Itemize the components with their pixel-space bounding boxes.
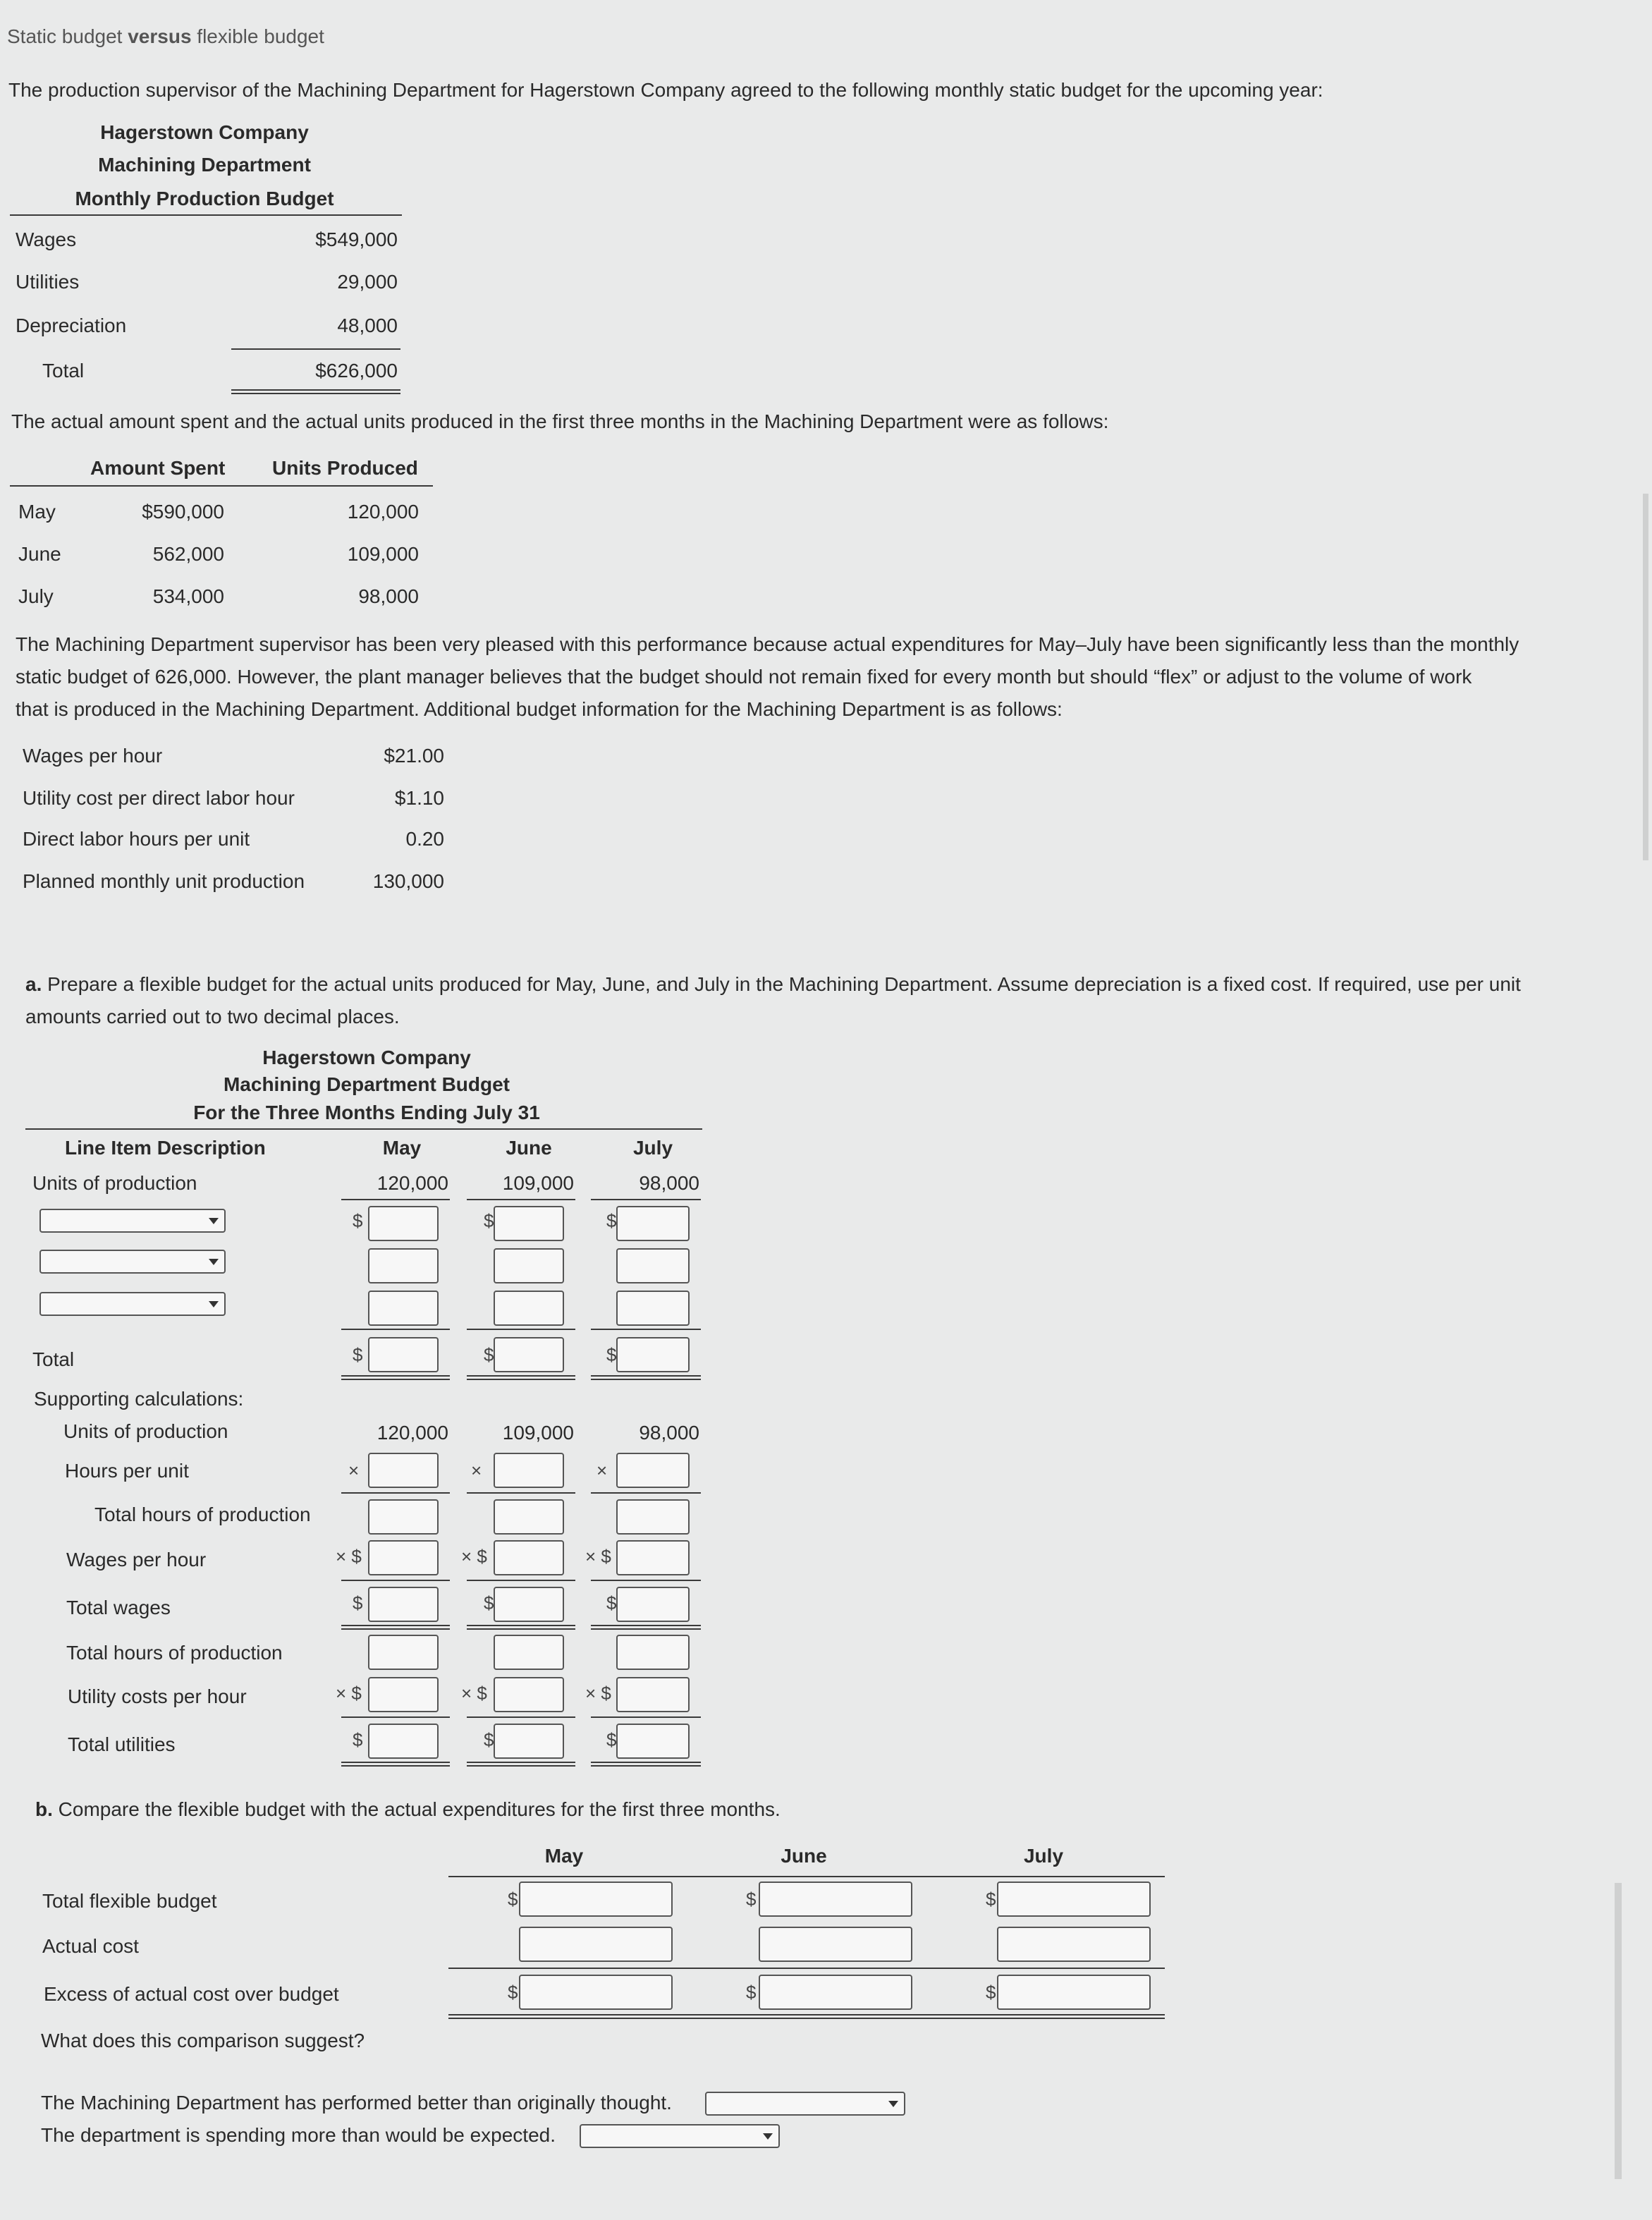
line-item-select-3[interactable] — [39, 1292, 226, 1316]
statement-2-select[interactable] — [580, 2124, 780, 2148]
b-may-excess-input[interactable] — [519, 1975, 673, 2010]
times-symbol: × — [348, 1460, 360, 1481]
times-dollar-symbol: × $ — [585, 1546, 611, 1567]
part-a-line: amounts carried out to two decimal places. — [25, 1006, 400, 1027]
paragraph-line: The Machining Department supervisor has been very pleased with this performance because actual expenditures for May–July have been significantly less than the monthly — [16, 633, 1519, 655]
flex-company: Hagerstown Company — [262, 1047, 471, 1068]
times-dollar-symbol: × $ — [461, 1546, 487, 1567]
b-col-june: June — [781, 1845, 827, 1867]
actual-units: 109,000 — [347, 543, 419, 565]
june-total-hours-input[interactable] — [494, 1499, 564, 1535]
scrollbar[interactable] — [1615, 1883, 1622, 2179]
currency-symbol: $ — [484, 1729, 494, 1750]
statement-2: The department is spending more than would be expected. — [41, 2124, 556, 2146]
comparison-question: What does this comparison suggest? — [41, 2030, 365, 2051]
july-total-utilities-input[interactable] — [616, 1724, 690, 1759]
june-total-input[interactable] — [494, 1337, 564, 1372]
may-total-utilities-input[interactable] — [368, 1724, 439, 1759]
static-row-label: Wages — [16, 228, 77, 250]
may-wages-per-hour-input[interactable] — [368, 1540, 439, 1575]
may-line-3-input[interactable] — [368, 1291, 439, 1326]
july-hours-per-unit-input[interactable] — [616, 1453, 690, 1488]
b-col-may: May — [544, 1845, 584, 1867]
actual-month: May — [18, 501, 56, 523]
currency-symbol: $ — [508, 1982, 518, 2003]
b-row-label: Actual cost — [42, 1935, 139, 1957]
static-row-value: 29,000 — [337, 271, 398, 293]
units-label: Units of production — [32, 1172, 197, 1194]
units-july: 98,000 — [639, 1172, 699, 1194]
b-july-excess-input[interactable] — [997, 1975, 1151, 2010]
additional-label: Utility cost per direct labor hour — [23, 787, 295, 809]
chevron-down-icon — [209, 1218, 219, 1224]
times-dollar-symbol: × $ — [336, 1683, 362, 1704]
supporting-title: Supporting calculations: — [34, 1388, 244, 1410]
actual-month: July — [18, 585, 54, 607]
additional-label: Direct labor hours per unit — [23, 828, 250, 850]
b-col-july: July — [1023, 1845, 1064, 1867]
currency-symbol: $ — [484, 1344, 494, 1365]
paragraph-line: that is produced in the Machining Department. Additional budget information for the Machining Department is as follows: — [16, 698, 1063, 720]
actual-intro: The actual amount spent and the actual units produced in the first three months in the Machining Department were as follows: — [11, 410, 1109, 432]
statement-1-select[interactable] — [705, 2092, 905, 2116]
currency-symbol: $ — [606, 1729, 617, 1750]
july-line-3-input[interactable] — [616, 1291, 690, 1326]
july-total-hours-2-input[interactable] — [616, 1635, 690, 1670]
static-row-label: Utilities — [16, 271, 80, 293]
june-line-1-input[interactable] — [494, 1206, 564, 1241]
may-total-hours-input[interactable] — [368, 1499, 439, 1535]
header-units-produced: Units Produced — [272, 457, 418, 479]
col-may: May — [382, 1137, 422, 1159]
part-a-prefix: a. — [25, 973, 42, 995]
june-total-utilities-input[interactable] — [494, 1724, 564, 1759]
july-line-1-input[interactable] — [616, 1206, 690, 1241]
utility-per-hour-label: Utility costs per hour — [68, 1685, 247, 1707]
col-july: July — [632, 1137, 673, 1159]
june-line-3-input[interactable] — [494, 1291, 564, 1326]
supporting-units-july: 98,000 — [639, 1422, 699, 1444]
currency-symbol: $ — [986, 1889, 996, 1910]
paragraph-line: static budget of 626,000. However, the plant manager believes that the budget should not remain fixed for every month but should “flex” or adjust to the volume of work — [16, 666, 1472, 688]
part-b-text: Compare the flexible budget with the actual expenditures for the first three months. — [52, 1798, 781, 1820]
additional-label: Wages per hour — [23, 745, 163, 767]
part-a-instructions — [25, 973, 1521, 996]
part-a-line: Prepare a flexible budget for the actual units produced for May, June, and July in the Machining Department. Assume depreciation is a fixed cost. If required, use per unit — [42, 973, 1521, 995]
chevron-down-icon — [209, 1301, 219, 1307]
b-june-actual-input[interactable] — [759, 1927, 912, 1962]
flex-title: Machining Department Budget — [223, 1073, 510, 1095]
times-dollar-symbol: × $ — [336, 1546, 362, 1567]
june-hours-per-unit-input[interactable] — [494, 1453, 564, 1488]
units-may: 120,000 — [377, 1172, 448, 1194]
additional-value: 130,000 — [372, 870, 444, 892]
supporting-units-may: 120,000 — [377, 1422, 448, 1444]
chevron-down-icon — [763, 2133, 773, 2140]
additional-label: Planned monthly unit production — [23, 870, 305, 892]
b-july-flex-input[interactable] — [997, 1881, 1151, 1917]
breadcrumb-text: flexible budget — [191, 25, 324, 47]
b-row-label: Total flexible budget — [42, 1890, 217, 1912]
col-line-item: Line Item Description — [65, 1137, 266, 1159]
total-hours-label-2: Total hours of production — [66, 1642, 283, 1664]
july-utility-per-hour-input[interactable] — [616, 1677, 690, 1712]
may-total-wages-input[interactable] — [368, 1587, 439, 1622]
currency-symbol: $ — [606, 1592, 617, 1614]
june-line-2-input[interactable] — [494, 1248, 564, 1283]
may-hours-per-unit-input[interactable] — [368, 1453, 439, 1488]
currency-symbol: $ — [353, 1592, 363, 1614]
actual-amount: 534,000 — [152, 585, 224, 607]
total-utilities-label: Total utilities — [68, 1733, 176, 1755]
statement-1: The Machining Department has performed better than originally thought. — [41, 2092, 672, 2114]
b-may-flex-input[interactable] — [519, 1881, 673, 1917]
currency-symbol: $ — [508, 1889, 518, 1910]
static-total-value: $626,000 — [315, 360, 398, 382]
actual-units: 98,000 — [358, 585, 419, 607]
line-item-select-2[interactable] — [39, 1250, 226, 1274]
supporting-units-label: Units of production — [63, 1420, 228, 1442]
additional-value: $1.10 — [394, 787, 444, 809]
july-total-hours-input[interactable] — [616, 1499, 690, 1535]
intro-text: The production supervisor of the Machining Department for Hagerstown Company agreed to the following monthly static budget for the upcoming year: — [8, 79, 1323, 101]
b-row-label: Excess of actual cost over budget — [44, 1983, 339, 2005]
currency-symbol: $ — [353, 1210, 363, 1231]
may-total-input[interactable] — [368, 1337, 439, 1372]
actual-units: 120,000 — [347, 501, 419, 523]
currency-symbol: $ — [606, 1344, 617, 1365]
breadcrumb — [7, 25, 324, 48]
static-row-label: Depreciation — [16, 315, 127, 336]
currency-symbol: $ — [484, 1592, 494, 1614]
actual-month: June — [18, 543, 61, 565]
may-line-2-input[interactable] — [368, 1248, 439, 1283]
may-total-hours-2-input[interactable] — [368, 1635, 439, 1670]
times-symbol: × — [471, 1460, 482, 1481]
wages-per-hour-label: Wages per hour — [66, 1549, 207, 1571]
b-june-excess-input[interactable] — [759, 1975, 912, 2010]
currency-symbol: $ — [353, 1729, 363, 1750]
currency-symbol: $ — [484, 1210, 494, 1231]
may-line-1-input[interactable] — [368, 1206, 439, 1241]
units-june: 109,000 — [502, 1172, 574, 1194]
currency-symbol: $ — [746, 1982, 757, 2003]
scrollbar[interactable] — [1643, 494, 1648, 860]
flex-period: For the Three Months Ending July 31 — [193, 1102, 540, 1123]
actual-amount: $590,000 — [142, 501, 224, 523]
additional-value: 0.20 — [405, 828, 444, 850]
static-company: Hagerstown Company — [100, 121, 309, 143]
currency-symbol: $ — [746, 1889, 757, 1910]
actual-amount: 562,000 — [152, 543, 224, 565]
b-may-actual-input[interactable] — [519, 1927, 673, 1962]
times-dollar-symbol: × $ — [585, 1683, 611, 1704]
june-utility-per-hour-input[interactable] — [494, 1677, 564, 1712]
chevron-down-icon — [209, 1259, 219, 1265]
additional-value: $21.00 — [384, 745, 444, 767]
currency-symbol: $ — [353, 1344, 363, 1365]
part-b-instructions — [35, 1798, 781, 1821]
static-row-value: 48,000 — [337, 315, 398, 336]
col-june: June — [506, 1137, 552, 1159]
total-label: Total — [32, 1348, 75, 1370]
july-total-wages-input[interactable] — [616, 1587, 690, 1622]
hours-per-unit-label: Hours per unit — [65, 1460, 189, 1482]
june-total-hours-2-input[interactable] — [494, 1635, 564, 1670]
chevron-down-icon — [888, 2101, 898, 2107]
static-department: Machining Department — [98, 154, 311, 176]
currency-symbol: $ — [606, 1210, 617, 1231]
july-wages-per-hour-input[interactable] — [616, 1540, 690, 1575]
line-item-select-1[interactable] — [39, 1209, 226, 1233]
static-row-value: $549,000 — [315, 228, 398, 250]
total-wages-label: Total wages — [66, 1597, 171, 1618]
header-amount-spent: Amount Spent — [90, 457, 226, 479]
july-line-2-input[interactable] — [616, 1248, 690, 1283]
june-total-wages-input[interactable] — [494, 1587, 564, 1622]
part-b-prefix: b. — [35, 1798, 53, 1820]
currency-symbol: $ — [986, 1982, 996, 2003]
july-total-input[interactable] — [616, 1337, 690, 1372]
times-dollar-symbol: × $ — [461, 1683, 487, 1704]
total-hours-label: Total hours of production — [94, 1504, 311, 1525]
static-total-label: Total — [42, 360, 85, 382]
b-july-actual-input[interactable] — [997, 1927, 1151, 1962]
static-title: Monthly Production Budget — [75, 188, 334, 209]
may-utility-per-hour-input[interactable] — [368, 1677, 439, 1712]
breadcrumb-versus: versus — [128, 25, 192, 47]
b-june-flex-input[interactable] — [759, 1881, 912, 1917]
breadcrumb-text: Static budget — [7, 25, 128, 47]
times-symbol: × — [596, 1460, 608, 1481]
supporting-units-june: 109,000 — [502, 1422, 574, 1444]
june-wages-per-hour-input[interactable] — [494, 1540, 564, 1575]
